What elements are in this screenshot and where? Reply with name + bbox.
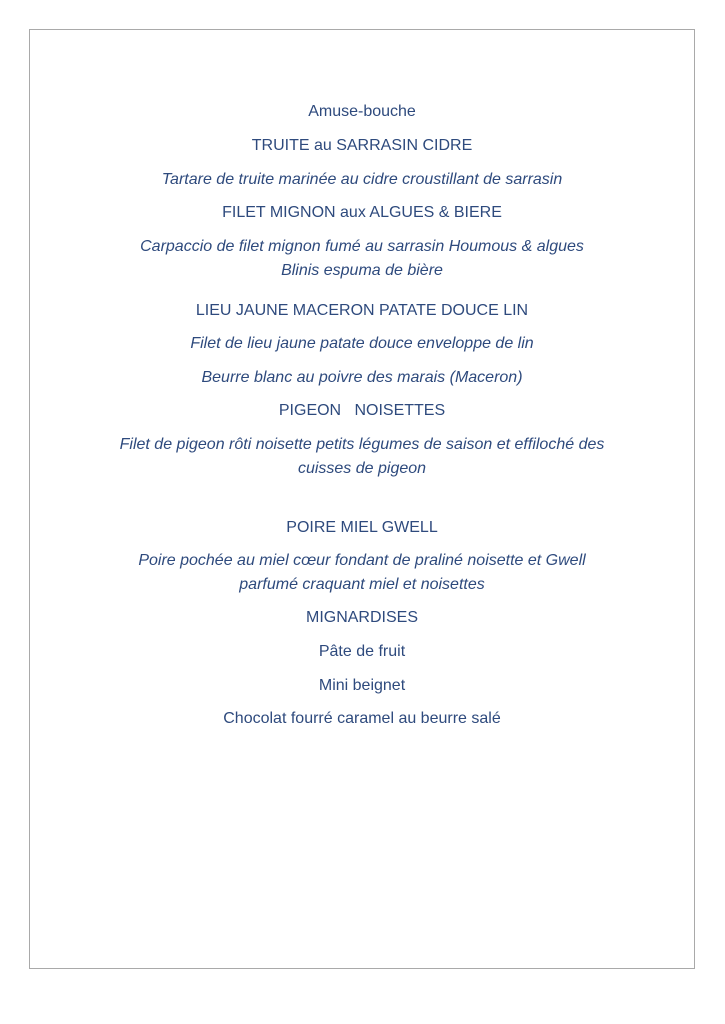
mignardise-item-1: Pâte de fruit <box>318 643 406 660</box>
course3-description-line1: Filet de lieu jaune patate douce enveloppe de lin <box>190 335 534 352</box>
course2-title: FILET MIGNON aux ALGUES & BIERE <box>222 204 502 221</box>
course4-description-line1: Filet de pigeon rôti noisette petits légumes de saison et effiloché des <box>119 436 605 453</box>
course3-description-line2: Beurre blanc au poivre des marais (Maceron) <box>201 369 523 386</box>
course1-description: Tartare de truite marinée au cidre croustillant de sarrasin <box>161 171 563 188</box>
course4-title: PIGEON NOISETTES <box>278 402 446 419</box>
mignardise-item-3: Chocolat fourré caramel au beurre salé <box>223 710 501 727</box>
dessert-title: POIRE MIEL GWELL <box>286 519 438 536</box>
mignardises-title: MIGNARDISES <box>305 609 418 626</box>
course4-description-line2: cuisses de pigeon <box>297 460 427 477</box>
dessert-description-line2: parfumé craquant miel et noisettes <box>239 576 485 593</box>
course1-title: TRUITE au SARRASIN CIDRE <box>251 137 473 154</box>
dessert-description-line1: Poire pochée au miel cœur fondant de praliné noisette et Gwell <box>138 552 586 569</box>
amuse-bouche: Amuse-bouche <box>308 103 416 120</box>
mignardise-item-2: Mini beignet <box>318 677 406 694</box>
course3-title: LIEU JAUNE MACERON PATATE DOUCE LIN <box>195 302 529 319</box>
course2-description-line1: Carpaccio de filet mignon fumé au sarrasin Houmous & algues <box>140 238 584 255</box>
course2-description-line2: Blinis espuma de bière <box>281 262 443 279</box>
